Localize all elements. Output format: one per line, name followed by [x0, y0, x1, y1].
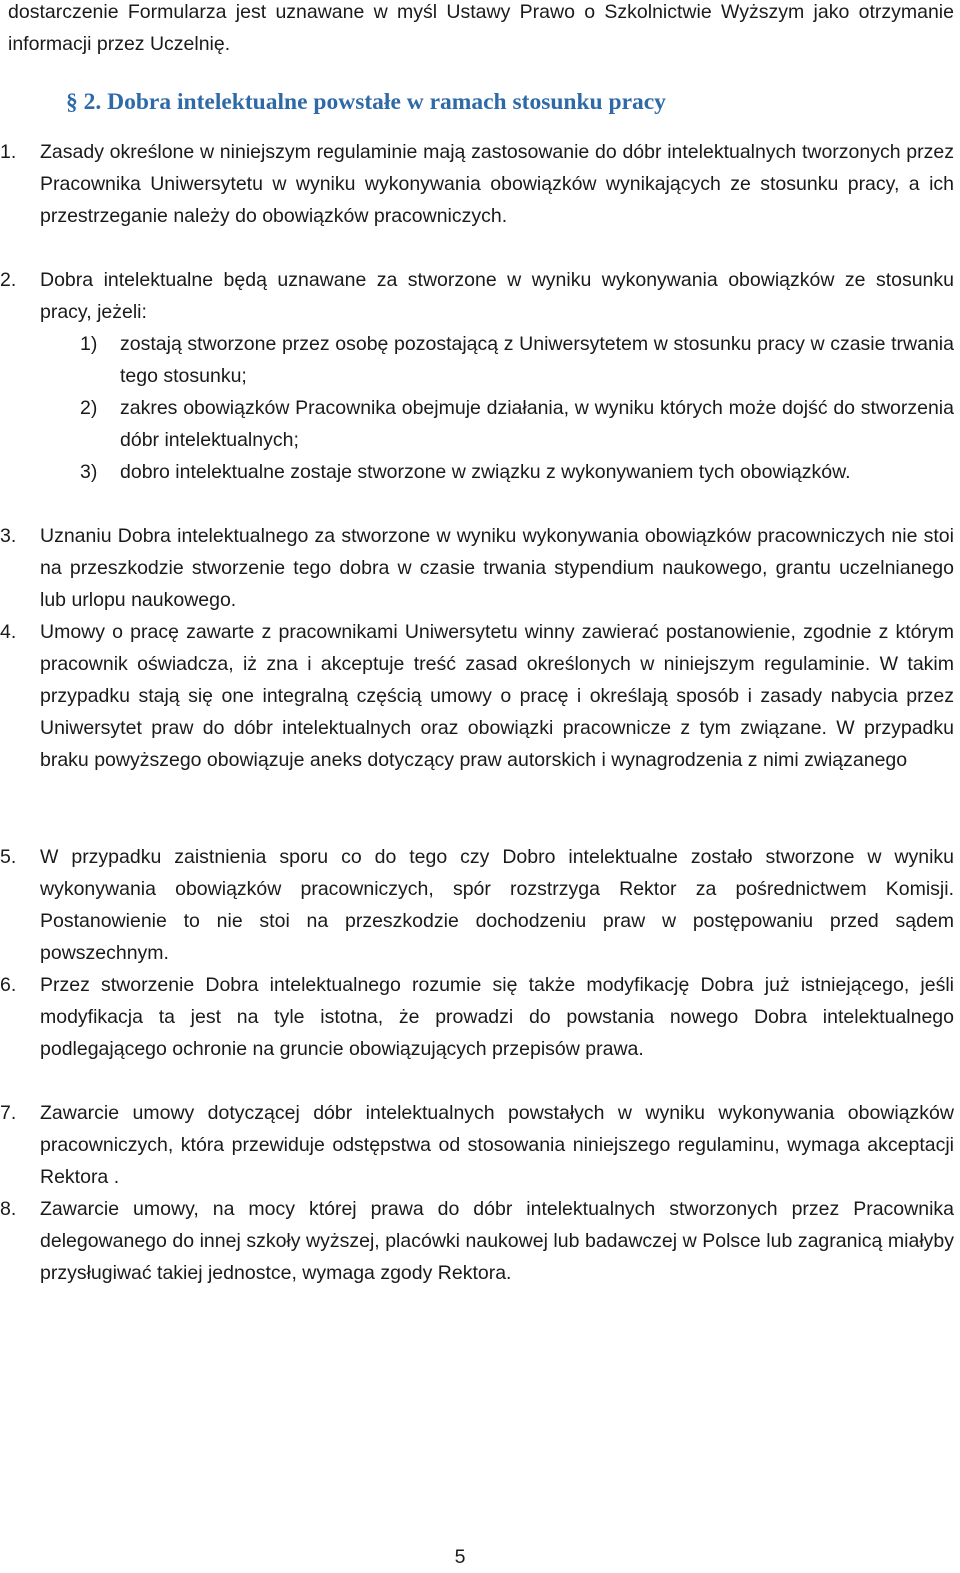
list-item-2 [0, 264, 954, 328]
item-text: Zawarcie umowy dotyczącej dóbr intelektualnych powstałych w wyniku wykonywania obowiązków pracowniczych, która przewiduje odstępstwa od stosowania niniejszego regulaminu, wymaga akceptacji Rektora . [40, 1102, 954, 1188]
item-number: 5. [0, 846, 17, 868]
item-text: Zawarcie umowy, na mocy której prawa do dóbr intelektualnych stworzonych przez Pracownika delegowanego do innej szkoły wyższej, placówki naukowej lub badawczej w Polsce lub zagranicą miałyby przysługiwać takiej jednostce, wymaga zgody Rektora. [40, 1198, 954, 1284]
list-item-8 [0, 1193, 954, 1289]
sub-item-text: zostają stworzone przez osobę pozostającą z Uniwersytetem w stosunku pracy w czasie trwania tego stosunku; [120, 333, 954, 387]
sub-item-number: 1) [80, 333, 98, 355]
sub-item-number: 3) [80, 461, 98, 483]
list-item-7 [0, 1097, 954, 1193]
item-text: Uznaniu Dobra intelektualnego za stworzone w wyniku wykonywania obowiązków pracowniczych nie stoi na przeszkodzie stworzenie tego dobra w czasie trwania stypendium naukowego, grantu uczelnianego lub urlopu naukowego. [40, 525, 954, 611]
item-number: 6. [0, 974, 17, 996]
sub-item-3 [80, 456, 954, 488]
sub-item-number: 2) [80, 397, 98, 419]
item-text: Dobra intelektualne będą uznawane za stworzone w wyniku wykonywania obowiązków ze stosunku pracy, jeżeli: [40, 269, 954, 323]
section-heading: § 2. Dobra intelektualne powstałe w ramach stosunku pracy [66, 89, 666, 115]
item-number: 4. [0, 621, 17, 643]
sub-item-1 [80, 328, 954, 392]
item-number: 7. [0, 1102, 17, 1124]
item-text: Umowy o pracę zawarte z pracownikami Uniwersytetu winny zawierać postanowienie, zgodnie z którym pracownik oświadcza, iż zna i akceptuje treść zasad określonych w niniejszym regulaminie. W takim przypadku stają się one integralną częścią umowy o pracę i określają sposób i zasady nabycia przez Uniwersytet praw do dóbr intelektualnych oraz obowiązki pracownicze z tym związane. W przypadku braku powyższego obowiązuje aneks dotyczący praw autorskich i wynagrodzenia z nimi związanego [40, 621, 954, 771]
item-text: Przez stworzenie Dobra intelektualnego rozumie się także modyfikację Dobra już istniejącego, jeśli modyfikacja ta jest na tyle istotna, że prowadzi do powstania nowego Dobra intelektualnego podlegającego ochronie na gruncie obowiązujących przepisów prawa. [40, 974, 954, 1060]
item-text: Zasady określone w niniejszym regulaminie mają zastosowanie do dóbr intelektualnych tworzonych przez Pracownika Uniwersytetu w wyniku wykonywania obowiązków wynikających ze stosunku pracy, a ich przestrzeganie należy do obowiązków pracowniczych. [40, 141, 954, 227]
item-number: 3. [0, 525, 17, 547]
item-number: 8. [0, 1198, 17, 1220]
sub-item-text: zakres obowiązków Pracownika obejmuje działania, w wyniku których może dojść do stworzenia dóbr intelektualnych; [120, 397, 954, 451]
list-item-3 [0, 520, 954, 616]
list-item-5 [0, 841, 954, 969]
item-number: 2. [0, 269, 17, 291]
intro-paragraph: dostarczenie Formularza jest uznawane w myśl Ustawy Prawo o Szkolnictwie Wyższym jako otrzymanie informacji przez Uczelnię. [8, 1, 954, 55]
sub-item-text: dobro intelektualne zostaje stworzone w związku z wykonywaniem tych obowiązków. [120, 461, 851, 483]
list-item-4 [0, 616, 954, 776]
list-item-6 [0, 969, 954, 1065]
sub-item-2 [80, 392, 954, 456]
item-text: W przypadku zaistnienia sporu co do tego czy Dobro intelektualne zostało stworzone w wyniku wykonywania obowiązków pracowniczych, spór rozstrzyga Rektor za pośrednictwem Komisji. Postanowienie to nie stoi na przeszkodzie dochodzeniu praw w postępowaniu przed sądem powszechnym. [40, 846, 954, 964]
list-item-1 [0, 136, 954, 232]
item-number: 1. [0, 141, 17, 163]
page-number: 5 [454, 1546, 466, 1568]
